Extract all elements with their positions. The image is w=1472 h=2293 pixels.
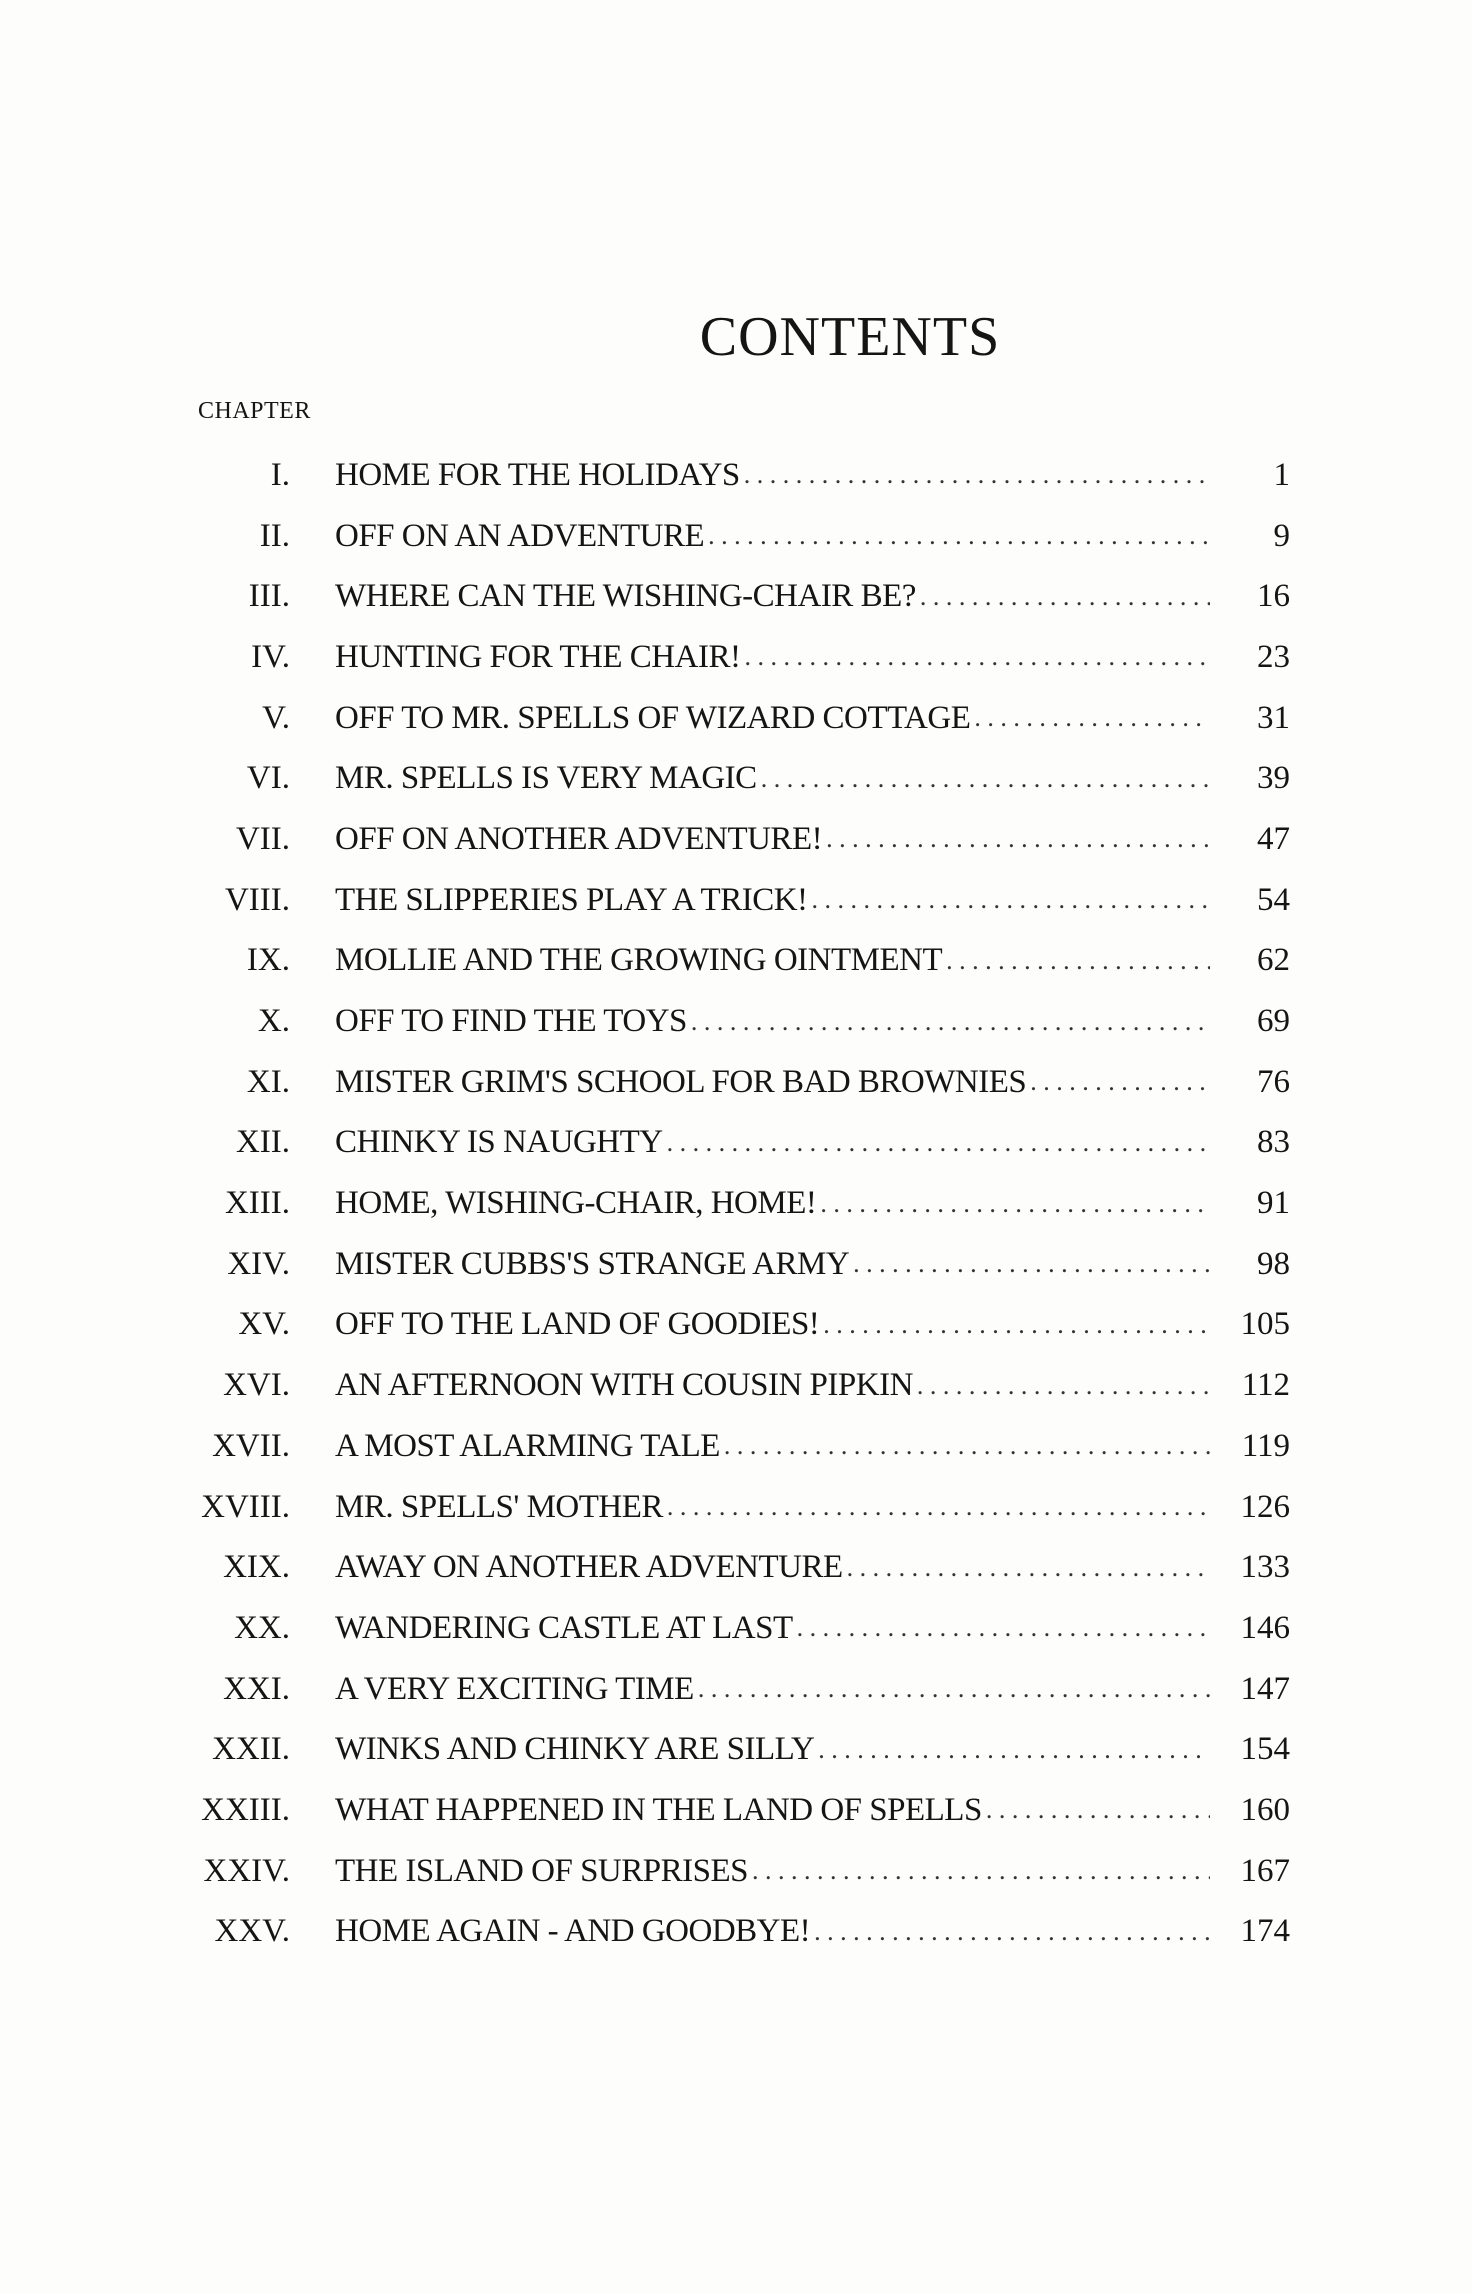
chapter-title: CHINKY IS NAUGHTY (335, 1124, 663, 1161)
toc-entry (150, 1173, 1290, 1234)
page-number: 98 (1257, 1245, 1290, 1282)
chapter-numeral: IX. (246, 942, 290, 979)
page-title: CONTENTS (699, 306, 1001, 368)
chapter-numeral: X. (257, 1003, 290, 1040)
chapter-numeral: XXIII. (201, 1791, 290, 1828)
chapter-numeral: XXIV. (203, 1852, 290, 1889)
chapter-title: THE ISLAND OF SURPRISES (335, 1852, 748, 1889)
chapter-numeral: I. (270, 456, 290, 493)
chapter-title: OFF TO THE LAND OF GOODIES! (335, 1306, 820, 1343)
toc-entry (150, 1295, 1290, 1356)
dot-leader (667, 1492, 1210, 1522)
chapter-numeral: XII. (235, 1124, 290, 1161)
page-number: 154 (1240, 1731, 1290, 1768)
page-number: 126 (1240, 1488, 1290, 1525)
page-number: 23 (1257, 638, 1290, 675)
dot-leader (744, 642, 1210, 672)
toc-entry (150, 991, 1290, 1052)
dot-leader (708, 521, 1210, 551)
page-number: 146 (1240, 1609, 1290, 1646)
dot-leader (724, 1431, 1210, 1461)
dot-leader (797, 1613, 1210, 1643)
toc-entry (150, 1902, 1290, 1963)
chapter-title: MISTER CUBBS'S STRANGE ARMY (335, 1245, 850, 1282)
chapter-column-label: CHAPTER (198, 398, 311, 424)
toc-entry (150, 1780, 1290, 1841)
chapter-numeral: XX. (234, 1609, 290, 1646)
toc-entry (150, 506, 1290, 567)
chapter-numeral: XIX. (223, 1549, 290, 1586)
chapter-title: HOME, WISHING-CHAIR, HOME! (335, 1185, 817, 1222)
chapter-numeral: IV. (251, 638, 290, 675)
dot-leader (826, 824, 1210, 854)
chapter-numeral: XXV. (214, 1913, 290, 1950)
chapter-numeral: VI. (246, 760, 290, 797)
chapter-title: THE SLIPPERIES PLAY A TRICK! (335, 881, 808, 918)
toc-entry (150, 688, 1290, 749)
chapter-title: OFF ON AN ADVENTURE (335, 517, 705, 554)
chapter-title: A MOST ALARMING TALE (335, 1427, 720, 1464)
dot-leader (698, 1674, 1210, 1704)
chapter-numeral: II. (259, 517, 290, 554)
dot-leader (920, 582, 1210, 612)
chapter-title: HOME AGAIN - AND GOODBYE! (335, 1913, 811, 1950)
chapter-title: WANDERING CASTLE AT LAST (335, 1609, 793, 1646)
page-number: 147 (1240, 1670, 1290, 1707)
toc-entry (150, 870, 1290, 931)
toc-entry (150, 1841, 1290, 1902)
chapter-title: WINKS AND CHINKY ARE SILLY (335, 1731, 815, 1768)
page-number: 167 (1240, 1852, 1290, 1889)
page-number: 105 (1240, 1306, 1290, 1343)
dot-leader (667, 1128, 1210, 1158)
page-number: 69 (1257, 1003, 1290, 1040)
chapter-title: OFF ON ANOTHER ADVENTURE! (335, 820, 823, 857)
chapter-numeral: XXII. (212, 1731, 290, 1768)
toc-entry (150, 1052, 1290, 1113)
page-number: 9 (1273, 517, 1290, 554)
page-number: 76 (1257, 1063, 1290, 1100)
chapter-numeral: XI. (246, 1063, 290, 1100)
chapter-numeral: XXI. (223, 1670, 290, 1707)
dot-leader (812, 885, 1210, 915)
page-number: 174 (1240, 1913, 1290, 1950)
page-number: 119 (1241, 1427, 1290, 1464)
dot-leader (744, 460, 1210, 490)
chapter-numeral: XVIII. (201, 1488, 290, 1525)
toc-entry (150, 1355, 1290, 1416)
dot-leader (814, 1917, 1210, 1947)
chapter-numeral: VIII. (224, 881, 290, 918)
dot-leader (752, 1856, 1210, 1886)
toc-entry (150, 1477, 1290, 1538)
chapter-title: MOLLIE AND THE GROWING OINTMENT (335, 942, 943, 979)
dot-leader (820, 1189, 1210, 1219)
toc-entry (150, 627, 1290, 688)
page-number: 47 (1257, 820, 1290, 857)
page-number: 31 (1257, 699, 1290, 736)
page-number: 91 (1257, 1185, 1290, 1222)
chapter-title: AN AFTERNOON WITH COUSIN PIPKIN (335, 1367, 913, 1404)
chapter-numeral: XV. (238, 1306, 290, 1343)
toc-entry (150, 1659, 1290, 1720)
dot-leader (823, 1310, 1210, 1340)
page-number: 112 (1241, 1367, 1290, 1404)
dot-leader (818, 1735, 1210, 1765)
chapter-title: MR. SPELLS IS VERY MAGIC (335, 760, 757, 797)
page-number: 1 (1273, 456, 1290, 493)
chapter-title: WHERE CAN THE WISHING-CHAIR BE? (335, 578, 916, 615)
chapter-title: OFF TO MR. SPELLS OF WIZARD COTTAGE (335, 699, 971, 736)
toc-entry (150, 1537, 1290, 1598)
dot-leader (691, 1007, 1210, 1037)
page-number: 83 (1257, 1124, 1290, 1161)
chapter-title: WHAT HAPPENED IN THE LAND OF SPELLS (335, 1791, 982, 1828)
dot-leader (946, 946, 1210, 976)
chapter-numeral: XVII. (212, 1427, 290, 1464)
toc-entry (150, 931, 1290, 992)
dot-leader (853, 1249, 1210, 1279)
dot-leader (986, 1795, 1210, 1825)
chapter-numeral: XIV. (227, 1245, 290, 1282)
toc-entry (150, 1234, 1290, 1295)
table-of-contents (150, 445, 1290, 1962)
chapter-title: MR. SPELLS' MOTHER (335, 1488, 663, 1525)
chapter-title: AWAY ON ANOTHER ADVENTURE (335, 1549, 843, 1586)
toc-entry (150, 809, 1290, 870)
toc-entry (150, 748, 1290, 809)
toc-entry (150, 1416, 1290, 1477)
chapter-title: MISTER GRIM'S SCHOOL FOR BAD BROWNIES (335, 1063, 1027, 1100)
page-number: 54 (1257, 881, 1290, 918)
dot-leader (847, 1553, 1210, 1583)
chapter-title: OFF TO FIND THE TOYS (335, 1003, 687, 1040)
dot-leader (761, 764, 1210, 794)
toc-entry (150, 1598, 1290, 1659)
chapter-numeral: XVI. (223, 1367, 290, 1404)
dot-leader (974, 703, 1210, 733)
page-number: 160 (1240, 1791, 1290, 1828)
dot-leader (1030, 1067, 1210, 1097)
page-number: 133 (1240, 1549, 1290, 1586)
toc-entry (150, 1719, 1290, 1780)
toc-entry (150, 566, 1290, 627)
chapter-numeral: III. (248, 578, 290, 615)
toc-entry (150, 445, 1290, 506)
chapter-title: A VERY EXCITING TIME (335, 1670, 694, 1707)
page-number: 39 (1257, 760, 1290, 797)
chapter-numeral: VII. (235, 820, 290, 857)
page-number: 16 (1257, 578, 1290, 615)
chapter-numeral: XIII. (224, 1185, 290, 1222)
chapter-title: HOME FOR THE HOLIDAYS (335, 456, 740, 493)
page-number: 62 (1257, 942, 1290, 979)
dot-leader (917, 1371, 1210, 1401)
chapter-title: HUNTING FOR THE CHAIR! (335, 638, 741, 675)
toc-entry (150, 1113, 1290, 1174)
chapter-numeral: V. (262, 699, 290, 736)
